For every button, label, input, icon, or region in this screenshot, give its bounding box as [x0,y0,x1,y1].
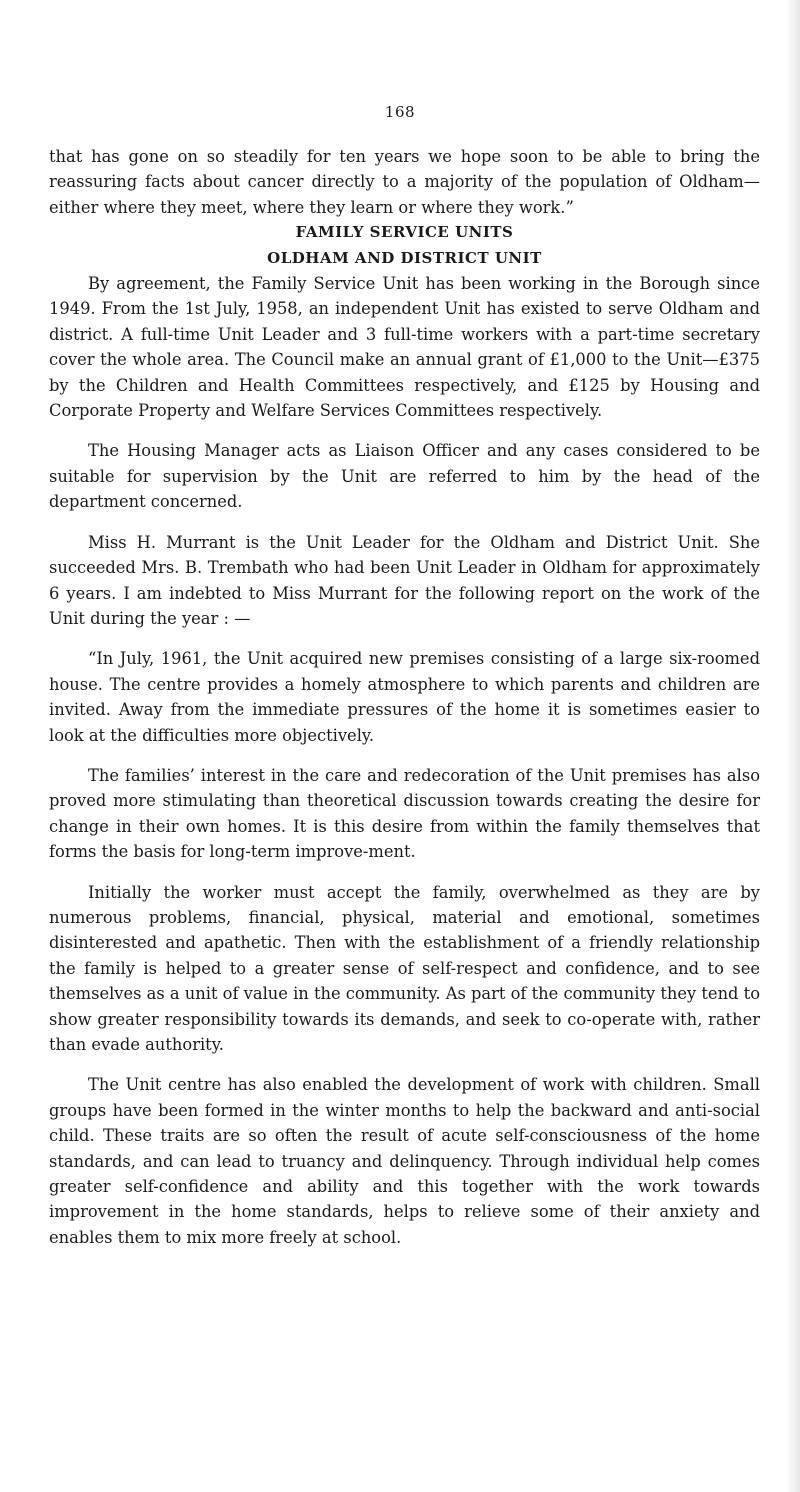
paragraph-housing-manager: The Housing Manager acts as Liaison Officer and any cases considered to be suitable for supervision by the Unit are referred to him by the head of the department concerned. [49,441,760,512]
paragraph-agreement: By agreement, the Family Service Unit has been working in the Borough since 1949. From the 1st July, 1958, an independent Unit has existed to serve Oldham and district. A full-time Unit Leader and 3 full-time workers with a part-time secretary cover the whole area. The Council make an annual grant of £1,000 to the Unit—£375 by the Children and Health Committees respectively, and £125 by Housing and Corporate Property and Welfare Services Committees respectively. [49,274,760,421]
paragraph-families-interest: The families’ interest in the care and redecoration of the Unit premises has also proved more stimulating than theoretical discussion towards creating the desire for change in their own homes. It is this desire from within the family themselves that forms the basis for long-term improve-ment. [49,765,760,862]
paragraph-unit-leader: Miss H. Murrant is the Unit Leader for the Oldham and District Unit. She succeeded Mrs. B. Trembath who had been Unit Leader in Oldham for approximately 6 years. I am indebted to Miss Murrant for the following report on the work of the Unit during the year : — [49,532,760,628]
page-body [49,144,760,1250]
paragraph-new-premises: “In July, 1961, the Unit acquired new premises consisting of a large six-roomed house. The centre provides a homely atmosphere to which parents and children are invited. Away from the immediate pressures of the home it is sometimes easier to look at the difficulties more objectively. [49,649,760,745]
subsection-heading: OLDHAM AND DISTRICT UNIT [267,248,542,267]
paragraph-work-with-children: The Unit centre has also enabled the development of work with children. Small groups have been formed in the winter months to help the backward and anti-social child. These traits are so often the result of acute self-consciousness of the home standards, and can lead to truancy and delinquency. Through individual help comes greater self-confidence and ability and this together with the work towards improvement in the home standards, helps to relieve some of their anxiety and enables them to mix more freely at school. [49,1075,760,1247]
page-number: 168 [384,103,416,121]
paragraph-worker-accept: Initially the worker must accept the family, overwhelmed as they are by numerous problems, financial, physical, material and emotional, sometimes disinterested and apathetic. Then with the establishment of a friendly relationship the family is helped to a greater sense of self-respect and confidence, and to see themselves as a unit of value in the community. As part of the community they tend to show greater responsibility towards its demands, and seek to co-operate with, rather than evade authority. [49,882,760,1054]
continued-paragraph: that has gone on so steadily for ten years we hope soon to be able to bring the reassuring facts about cancer directly to a majority of the population of Oldham—either where they meet, where they learn or where they work.” [49,147,760,217]
page-edge-shadow [786,0,800,1492]
section-heading: FAMILY SERVICE UNITS [295,223,514,242]
